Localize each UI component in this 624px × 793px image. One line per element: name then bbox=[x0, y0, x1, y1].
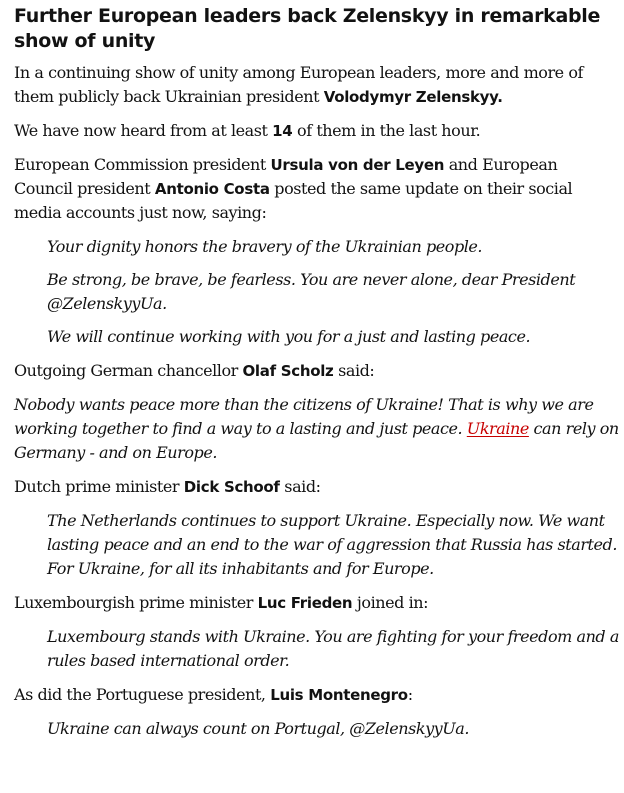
quote-line: Ukraine can always count on Portugal, @ZelenskyyUa. bbox=[47, 719, 470, 738]
person-name: Luc Frieden bbox=[257, 594, 353, 612]
paragraph-text: of them in the last hour. bbox=[292, 121, 481, 140]
blockquote-luxembourg bbox=[14, 625, 620, 673]
leader-count: 14 bbox=[272, 122, 293, 140]
paragraph-portugal bbox=[14, 683, 620, 707]
paragraph-luxembourg bbox=[14, 591, 620, 615]
paragraph-text: said: bbox=[333, 361, 375, 380]
paragraph-text: We have now heard from at least bbox=[14, 121, 273, 140]
paragraph-text: In a continuing show of unity among European leaders, more and more of them publicly back Ukrainian president bbox=[14, 63, 583, 106]
quote-line: Your dignity honors the bravery of the Ukrainian people. bbox=[47, 237, 483, 256]
paragraph-count bbox=[14, 119, 620, 143]
blockquote-netherlands bbox=[14, 509, 620, 581]
person-name: Volodymyr Zelenskyy. bbox=[323, 88, 503, 106]
paragraph-text: Dutch prime minister bbox=[14, 477, 184, 496]
paragraph-text: Outgoing German chancellor bbox=[14, 361, 243, 380]
blockquote-eu bbox=[14, 235, 620, 349]
person-name: Olaf Scholz bbox=[242, 362, 334, 380]
paragraph-intro bbox=[14, 61, 620, 109]
post-headline: Further European leaders back Zelenskyy in remarkable show of unity bbox=[14, 5, 601, 52]
paragraph-text: joined in: bbox=[352, 593, 429, 612]
paragraph-text: posted the same update on their social media accounts just now, saying: bbox=[14, 179, 573, 222]
paragraph-germany bbox=[14, 359, 620, 383]
paragraph-eu bbox=[14, 153, 620, 225]
person-name: Antonio Costa bbox=[154, 180, 270, 198]
ukraine-link[interactable]: Ukraine bbox=[466, 419, 529, 438]
person-name: Dick Schoof bbox=[183, 478, 280, 496]
paragraph-text: Luxembourgish prime minister bbox=[14, 593, 258, 612]
quote-line: Luxembourg stands with Ukraine. You are fighting for your freedom and a rules based international order. bbox=[47, 627, 619, 670]
paragraph-text: As did the Portuguese president, bbox=[14, 685, 271, 704]
blockquote-portugal bbox=[14, 717, 620, 741]
quote-line: We will continue working with you for a just and lasting peace. bbox=[47, 327, 531, 346]
quote-germany bbox=[14, 393, 620, 465]
person-name: Luis Montenegro bbox=[270, 686, 408, 704]
quote-text: can rely on Germany - and on Europe. bbox=[14, 419, 619, 462]
quote-line: Be strong, be brave, be fearless. You are never alone, dear President @ZelenskyyUa. bbox=[47, 270, 576, 313]
paragraph-text: : bbox=[407, 685, 413, 704]
person-name: Ursula von der Leyen bbox=[270, 156, 445, 174]
paragraph-netherlands bbox=[14, 475, 620, 499]
paragraph-text: European Commission president bbox=[14, 155, 271, 174]
quote-text: Nobody wants peace more than the citizens of Ukraine! That is why we are working together to find a way to a lasting and just peace. bbox=[14, 395, 594, 438]
quote-line: The Netherlands continues to support Ukraine. Especially now. We want lasting peace and an end to the war of aggression that Russia has started. For Ukraine, for all its inhabitants and for Europe. bbox=[47, 511, 617, 578]
paragraph-text: and European Council president bbox=[14, 155, 558, 198]
live-blog-post bbox=[14, 4, 620, 741]
paragraph-text: said: bbox=[279, 477, 321, 496]
